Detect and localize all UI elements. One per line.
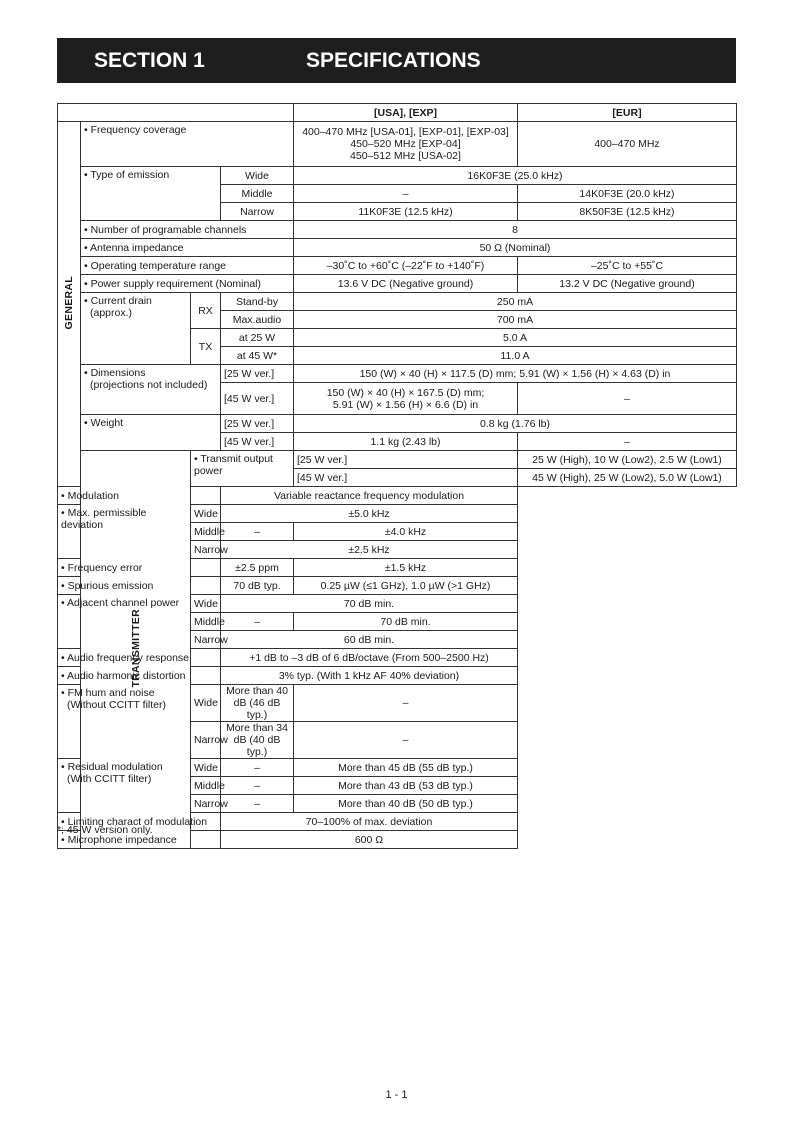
sub-label: at 45 W* (221, 347, 294, 365)
sub-label: Middle (221, 185, 294, 203)
row-label: • Transmit output power (191, 451, 294, 487)
row-label: • Number of programable channels (81, 221, 294, 239)
usa-value: 45 W (High), 25 W (Low2), 5.0 W (Low1) (518, 469, 737, 487)
table-row (58, 122, 737, 167)
table-row (58, 221, 737, 239)
column-header-eur: [EUR] (518, 104, 737, 122)
footnote: *; 45 W version only. (57, 824, 153, 836)
eur-value: 14K0F3E (20.0 kHz) (518, 185, 737, 203)
shared-value: 70–100% of max. deviation (221, 813, 518, 831)
table-row (58, 813, 737, 831)
sub-label: [45 W ver.] (221, 383, 294, 415)
sub-label: Max.audio (221, 311, 294, 329)
table-row (58, 595, 737, 613)
group-label-transmitter: TRANSMITTER (81, 451, 191, 849)
table-row (58, 257, 737, 275)
eur-value: – (518, 383, 737, 415)
shared-value: 60 dB min. (221, 631, 518, 649)
shared-value: 11.0 A (294, 347, 737, 365)
shared-value: 250 mA (294, 293, 737, 311)
eur-value: 13.2 V DC (Negative ground) (518, 275, 737, 293)
table-row (58, 451, 737, 469)
row-label: • Audio frequency response (58, 649, 221, 667)
column-header-usa: [USA], [EXP] (294, 104, 518, 122)
row-label: • Type of emission (81, 167, 221, 221)
table-row (58, 649, 737, 667)
sub-label: at 25 W (221, 329, 294, 347)
shared-value: 50 Ω (Nominal) (294, 239, 737, 257)
shared-value: 25 W (High), 10 W (Low2), 2.5 W (Low1) (518, 451, 737, 469)
sub-label: [45 W ver.] (294, 469, 518, 487)
table-row (58, 365, 737, 383)
usa-value: 13.6 V DC (Negative ground) (294, 275, 518, 293)
sub-label: Wide (191, 595, 221, 613)
row-label: • Frequency error (58, 559, 221, 577)
usa-value: 400–470 MHz [USA-01], [EXP-01], [EXP-03] 450–520 MHz [EXP-04] 450–512 MHz [USA-02] (294, 122, 518, 167)
table-header-row (58, 104, 737, 122)
sub-label: Wide (191, 505, 221, 523)
usa-value: More than 40 dB (46 dB typ.) (221, 685, 294, 722)
table-row (58, 167, 737, 185)
eur-value: – (294, 722, 518, 759)
sub-label: Middle (191, 613, 221, 631)
table-row (58, 577, 737, 595)
usa-value: 150 (W) × 40 (H) × 167.5 (D) mm; 5.91 (W) × 1.56 (H) × 6.6 (D) in (294, 383, 518, 415)
section-header (57, 38, 736, 83)
table-row (58, 831, 737, 849)
usa-value: 1.1 kg (2.43 lb) (294, 433, 518, 451)
usa-value: – (221, 613, 294, 631)
sub-label-tx: TX (191, 329, 221, 365)
shared-value: 0.8 kg (1.76 lb) (294, 415, 737, 433)
sub-label: Narrow (221, 203, 294, 221)
eur-value: More than 40 dB (50 dB typ.) (294, 795, 518, 813)
eur-value: 70 dB min. (294, 613, 518, 631)
shared-value: +1 dB to –3 dB of 6 dB/octave (From 500–2500 Hz) (221, 649, 518, 667)
table-row (58, 667, 737, 685)
sub-label: [25 W ver.] (221, 365, 294, 383)
shared-value: 70 dB min. (221, 595, 518, 613)
sub-label: Narrow (191, 795, 221, 813)
row-label: • Weight (81, 415, 221, 451)
page-number: 1 - 1 (385, 1089, 408, 1101)
sub-label: Wide (221, 167, 294, 185)
eur-value: More than 43 dB (53 dB typ.) (294, 777, 518, 795)
usa-value: ±2.5 ppm (221, 559, 294, 577)
row-label: • Audio harmonic distortion (58, 667, 221, 685)
sub-label: Wide (191, 759, 221, 777)
row-label: • Current drain (approx.) (81, 293, 191, 365)
table-row (58, 239, 737, 257)
shared-value: 8 (294, 221, 737, 239)
row-label: • FM hum and noise (Without CCITT filter) (58, 685, 191, 759)
usa-value: – (294, 185, 518, 203)
header-blank-cell (58, 104, 294, 122)
eur-value: ±1.5 kHz (294, 559, 518, 577)
shared-value: 16K0F3E (25.0 kHz) (294, 167, 737, 185)
table-row (58, 505, 737, 523)
sub-label: [25 W ver.] (294, 451, 518, 469)
sub-label: Stand-by (221, 293, 294, 311)
specifications-table (57, 103, 737, 849)
eur-value: ±4.0 kHz (294, 523, 518, 541)
row-label: • Frequency coverage (81, 122, 294, 167)
usa-value: – (221, 523, 294, 541)
eur-value: – (294, 685, 518, 722)
sub-label: Narrow (191, 541, 221, 559)
usa-value: 70 dB typ. (221, 577, 294, 595)
eur-value: 400–470 MHz (518, 122, 737, 167)
shared-value: 150 (W) × 40 (H) × 117.5 (D) mm; 5.91 (W) × 1.56 (H) × 4.63 (D) in (294, 365, 737, 383)
usa-value: – (221, 777, 294, 795)
usa-value: More than 34 dB (40 dB typ.) (221, 722, 294, 759)
row-label: • Dimensions (projections not included) (81, 365, 221, 415)
table-row (58, 293, 737, 311)
sub-label: Narrow (191, 722, 221, 759)
table-row (58, 759, 737, 777)
sub-label: [25 W ver.] (221, 415, 294, 433)
table-row (58, 415, 737, 433)
row-label: • Max. permissible deviation (58, 505, 191, 559)
table-row (58, 685, 737, 722)
row-label: • Adjacent channel power (58, 595, 191, 649)
eur-value: More than 45 dB (55 dB typ.) (294, 759, 518, 777)
row-label: • Residual modulation (With CCITT filter) (58, 759, 191, 813)
row-label: • Operating temperature range (81, 257, 294, 275)
shared-value: 700 mA (294, 311, 737, 329)
row-label: • Spurious emission (58, 577, 221, 595)
section-number: SECTION 1 (94, 49, 205, 72)
shared-value: Variable reactance frequency modulation (221, 487, 518, 505)
shared-value: ±2.5 kHz (221, 541, 518, 559)
eur-value: 0.25 µW (≤1 GHz), 1.0 µW (>1 GHz) (294, 577, 518, 595)
sub-label: Middle (191, 777, 221, 795)
sub-label: Wide (191, 685, 221, 722)
sub-label: Middle (191, 523, 221, 541)
shared-value: 3% typ. (With 1 kHz AF 40% deviation) (221, 667, 518, 685)
table-row (58, 275, 737, 293)
row-label: • Power supply requirement (Nominal) (81, 275, 294, 293)
usa-value: – (221, 759, 294, 777)
eur-value: – (518, 433, 737, 451)
row-label: • Modulation (58, 487, 221, 505)
eur-value: 8K50F3E (12.5 kHz) (518, 203, 737, 221)
table-row (58, 559, 737, 577)
sub-label-rx: RX (191, 293, 221, 329)
shared-value: ±5.0 kHz (221, 505, 518, 523)
row-label: • Limiting charact of modulation (58, 813, 221, 831)
section-title: SPECIFICATIONS (306, 49, 481, 72)
usa-value: – (221, 795, 294, 813)
sub-label: Narrow (191, 631, 221, 649)
row-label: • Microphone impedance (58, 831, 221, 849)
row-label: • Antenna impedance (81, 239, 294, 257)
group-label-general: GENERAL (58, 122, 81, 487)
shared-value: 5.0 A (294, 329, 737, 347)
table-row (58, 487, 737, 505)
eur-value: –25˚C to +55˚C (518, 257, 737, 275)
usa-value: –30˚C to +60˚C (–22˚F to +140˚F) (294, 257, 518, 275)
usa-value: 11K0F3E (12.5 kHz) (294, 203, 518, 221)
shared-value: 600 Ω (221, 831, 518, 849)
sub-label: [45 W ver.] (221, 433, 294, 451)
